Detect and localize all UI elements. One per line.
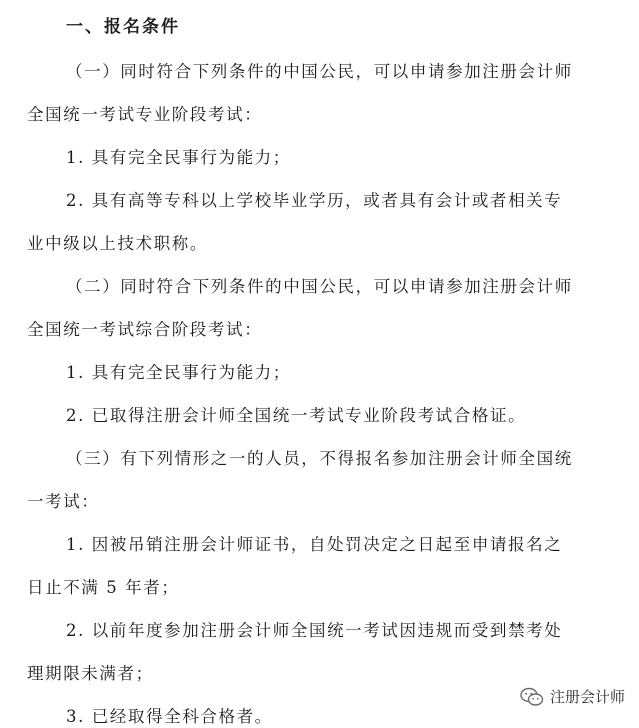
list-item-line-7: 3. 已经取得全科合格者。 xyxy=(66,707,273,726)
list-item-line-2-cont: 业中级以上技术职称。 xyxy=(27,234,208,253)
list-item-line-3: 1. 具有完全民事行为能力； xyxy=(66,363,291,382)
list-item-line-4: 2. 已取得注册会计师全国统一考试专业阶段考试合格证。 xyxy=(66,406,527,425)
paragraph-line-4: 全国统一考试综合阶段考试： xyxy=(27,320,263,339)
list-item-line-6-cont: 理期限未满者； xyxy=(27,664,154,683)
wechat-icon xyxy=(520,687,544,707)
watermark xyxy=(520,686,625,707)
paragraph-line-2: 全国统一考试专业阶段考试： xyxy=(27,105,263,124)
list-item-line-1: 1. 具有完全民事行为能力； xyxy=(66,148,291,167)
paragraph-line-5: （三）有下列情形之一的人员，不得报名参加注册会计师全国统 xyxy=(66,449,573,468)
list-item-line-5: 1. 因被吊销注册会计师证书，自处罚决定之日起至申请报名之 xyxy=(66,535,563,554)
watermark-text: 注册会计师 xyxy=(549,688,625,706)
section-heading: 一、报名条件 xyxy=(66,17,180,37)
paragraph-line-3: （二）同时符合下列条件的中国公民，可以申请参加注册会计师 xyxy=(66,277,573,296)
list-item-line-6: 2. 以前年度参加注册会计师全国统一考试因违规而受到禁考处 xyxy=(66,621,563,640)
paragraph-line-6: 一考试： xyxy=(27,492,100,511)
paragraph-line-1: （一）同时符合下列条件的中国公民，可以申请参加注册会计师 xyxy=(66,62,573,81)
list-item-line-5-cont: 日止不满 5 年者； xyxy=(27,578,180,597)
list-item-line-2: 2. 具有高等专科以上学校毕业学历，或者具有会计或者相关专 xyxy=(66,191,563,210)
